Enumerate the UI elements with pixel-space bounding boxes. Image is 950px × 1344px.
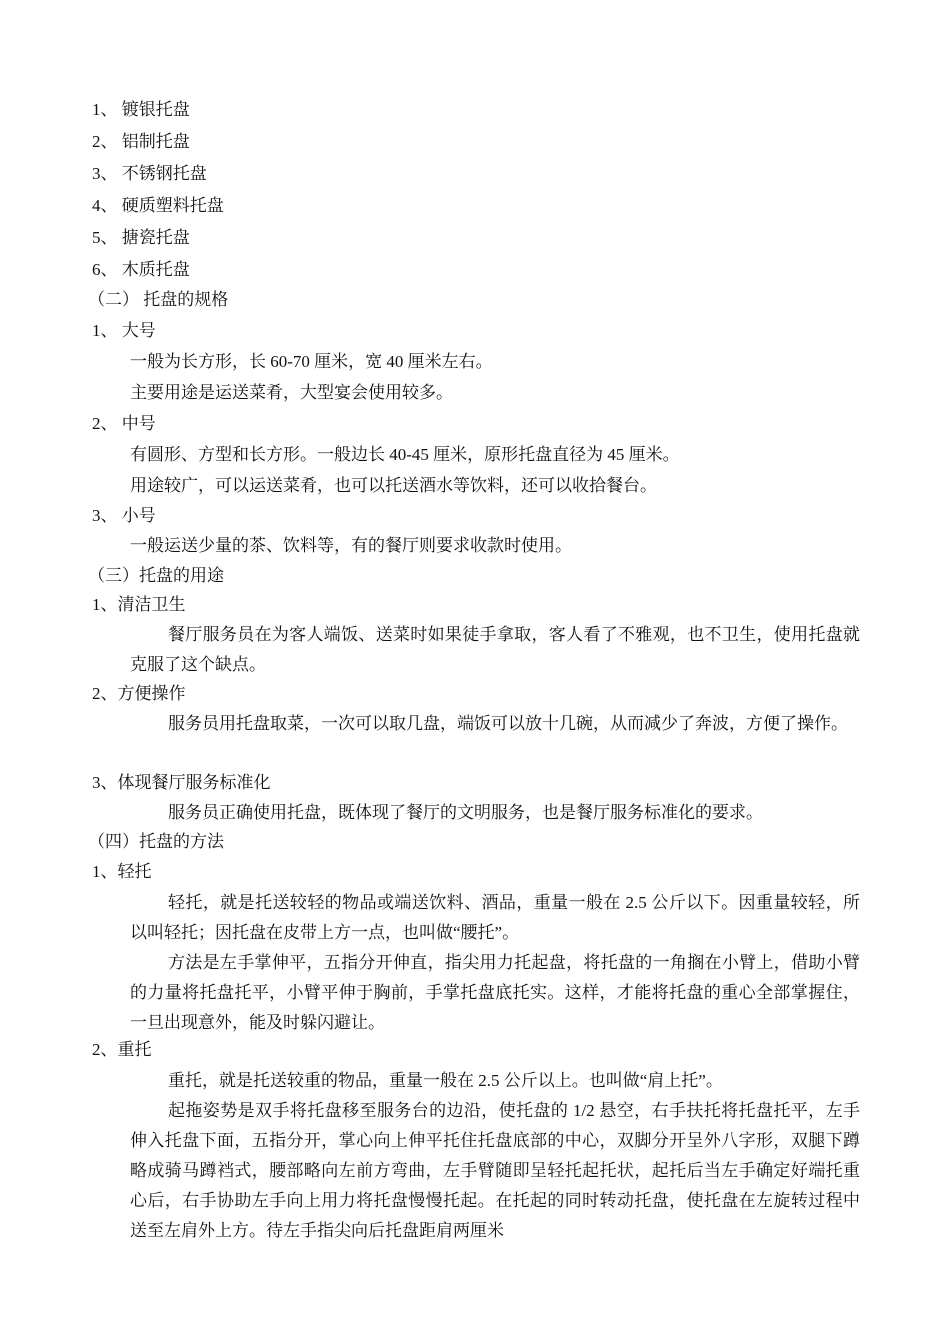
- section-heading-methods: （四）托盘的方法: [88, 832, 224, 851]
- material-item: 1、 镀银托盘: [92, 100, 190, 119]
- material-item: 3、 不锈钢托盘: [92, 164, 207, 183]
- use-title: 3、体现餐厅服务标准化: [92, 773, 271, 792]
- size-desc: 主要用途是运送菜肴，大型宴会使用较多。: [130, 383, 453, 402]
- method-paragraph: 起拖姿势是双手将托盘移至服务台的边沿，使托盘的 1/2 悬空，右手扶托将托盘托平，左手伸入托盘下面，五指分开，掌心向上伸平托住托盘底部的中心，双脚分开呈外八字形，双腿下蹲略成骑马蹲裆式，腰部略向左前方弯曲，左手臂随即呈轻托起托状，起托后当左手确定好端托重心后，右手协助左手向上用力将托盘慢慢托起。在托起的同时转动托盘，使托盘在左旋转过程中送至左肩外上方。待左手指尖向后托盘距肩两厘米: [130, 1101, 860, 1240]
- section-heading-uses: （三）托盘的用途: [88, 566, 224, 585]
- size-desc: 一般运送少量的茶、饮料等，有的餐厅则要求收款时使用。: [130, 536, 572, 555]
- method-title-heavy: 2、重托: [92, 1040, 152, 1059]
- size-title-large: 1、 大号: [92, 321, 156, 340]
- material-item: 6、 木质托盘: [92, 260, 190, 279]
- method-paragraph: 轻托，就是托送较轻的物品或端送饮料、酒品，重量一般在 2.5 公斤以下。因重量较轻，所以叫轻托；因托盘在皮带上方一点，也叫做“腰托”。: [130, 893, 860, 942]
- use-paragraph: 服务员用托盘取菜，一次可以取几盘，端饭可以放十几碗，从而减少了奔波，方便了操作。: [168, 714, 848, 733]
- material-item: 2、 铝制托盘: [92, 132, 190, 151]
- use-title: 2、方便操作: [92, 684, 186, 703]
- material-item: 5、 搪瓷托盘: [92, 228, 190, 247]
- material-item: 4、 硬质塑料托盘: [92, 196, 224, 215]
- method-paragraph: 重托，就是托送较重的物品，重量一般在 2.5 公斤以上。也叫做“肩上托”。: [168, 1071, 723, 1090]
- method-title-light: 1、轻托: [92, 862, 152, 881]
- section-heading-specs: （二） 托盘的规格: [88, 290, 229, 309]
- size-title-small: 3、 小号: [92, 506, 156, 525]
- use-paragraph: 餐厅服务员在为客人端饭、送菜时如果徒手拿取，客人看了不雅观，也不卫生，使用托盘就克服了这个缺点。: [130, 625, 860, 674]
- size-desc: 用途较广，可以运送菜肴，也可以托送酒水等饮料，还可以收拾餐台。: [130, 476, 657, 495]
- use-title: 1、清洁卫生: [92, 595, 186, 614]
- size-desc: 有圆形、方型和长方形。一般边长 40-45 厘米，原形托盘直径为 45 厘米。: [130, 445, 680, 464]
- size-desc: 一般为长方形，长 60-70 厘米，宽 40 厘米左右。: [130, 352, 493, 371]
- method-paragraph: 方法是左手掌伸平，五指分开伸直，指尖用力托起盘，将托盘的一角搁在小臂上，借助小臂的力量将托盘托平，小臂平伸于胸前，手掌托盘底托实。这样，才能将托盘的重心全部掌握住，一旦出现意外，能及时躲闪避让。: [130, 953, 860, 1032]
- size-title-medium: 2、 中号: [92, 414, 156, 433]
- use-paragraph: 服务员正确使用托盘，既体现了餐厅的文明服务，也是餐厅服务标准化的要求。: [168, 803, 763, 822]
